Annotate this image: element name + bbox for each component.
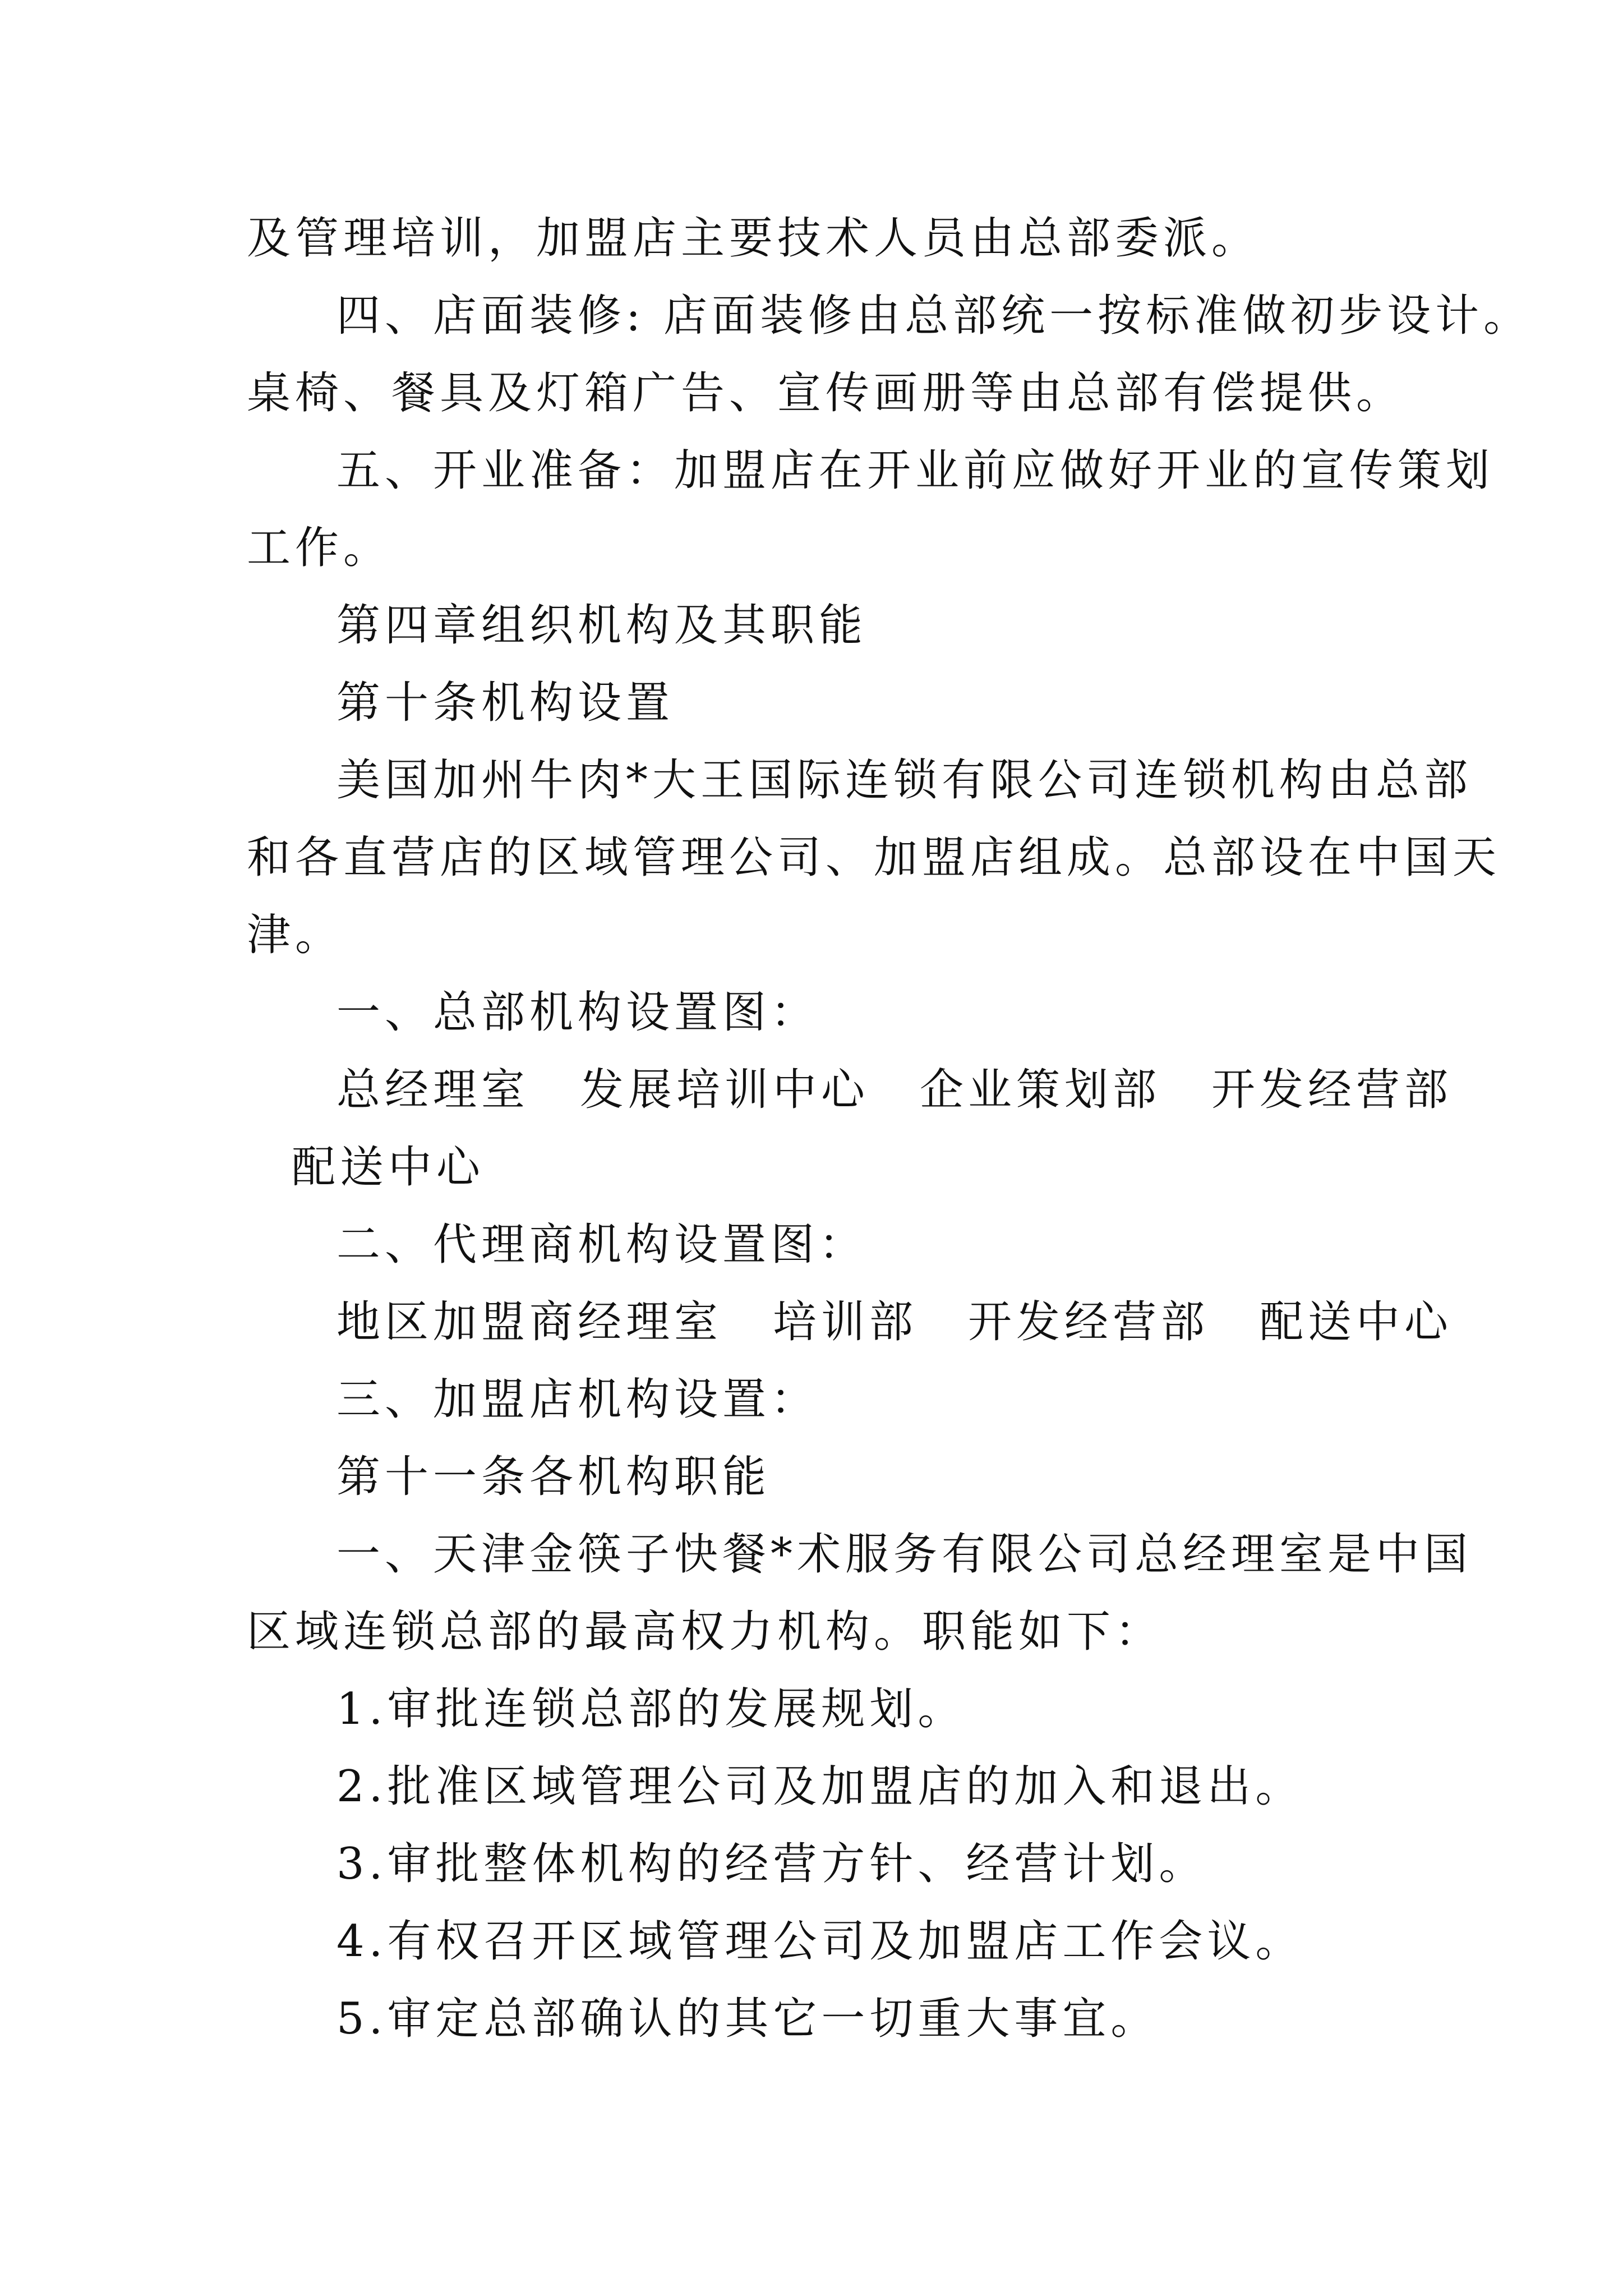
hq-units-row — [336, 1059, 1453, 1121]
article-heading: 第十一条各机构职能 — [336, 1452, 771, 1502]
hq-unit: 开发经营部 — [1211, 1065, 1453, 1115]
list-item: 3.审批整体机构的经营方针、经营计划。 — [336, 1839, 1207, 1889]
hq-units-row-continued — [292, 1137, 1385, 1198]
agent-unit: 配送中心 — [1260, 1297, 1453, 1347]
section-heading: 一、总部机构设置图： — [336, 987, 819, 1038]
list-item: 2.批准区域管理公司及加盟店的加入和退出。 — [336, 1761, 1304, 1812]
list-item: 1.审批连锁总部的发展规划。 — [336, 1684, 966, 1734]
list-item: 4.有权召开区域管理公司及加盟店工作会议。 — [336, 1916, 1304, 1967]
hq-unit: 企业策划部 — [920, 1065, 1161, 1115]
paragraph-line: 桌椅、餐具及灯箱广告、宣传画册等由总部有偿提供。 — [247, 368, 1405, 418]
section-heading: 三、加盟店机构设置： — [336, 1374, 819, 1425]
hq-unit: 总经理室 — [336, 1065, 530, 1115]
list-item: 5.审定总部确认的其它一切重大事宜。 — [336, 1994, 1159, 2044]
paragraph-line: 五、开业准备：加盟店在开业前应做好开业的宣传策划 — [336, 445, 1495, 496]
paragraph-line: 一、天津金筷子快餐*术服务有限公司总经理室是中国 — [336, 1529, 1473, 1580]
article-heading: 第十条机构设置 — [336, 678, 675, 728]
hq-unit: 配送中心 — [292, 1142, 485, 1193]
agent-unit: 培训部 — [773, 1297, 918, 1347]
paragraph-line: 和各直营店的区域管理公司、加盟店组成。总部设在中国天 — [247, 832, 1501, 883]
paragraph-line: 四、店面装修: 店面装修由总部统一按标准做初步设计。 — [336, 291, 1532, 341]
paragraph-line: 美国加州牛肉*大王国际连锁有限公司连锁机构由总部 — [336, 755, 1473, 806]
agent-unit: 地区加盟商经理室 — [336, 1297, 723, 1347]
chapter-heading: 第四章组织机构及其职能 — [336, 600, 868, 651]
hq-unit: 发展培训中心 — [580, 1065, 870, 1115]
agent-unit: 开发经营部 — [968, 1297, 1210, 1347]
paragraph-line: 工作。 — [247, 523, 392, 573]
paragraph-line: 津。 — [247, 910, 344, 960]
paragraph-line: 区域连锁总部的最高权力机构。职能如下： — [247, 1607, 1164, 1657]
agent-units-row — [336, 1291, 1453, 1353]
paragraph-line: 及管理培训，加盟店主要技术人员由总部委派。 — [247, 213, 1260, 264]
section-heading: 二、代理商机构设置图： — [336, 1220, 868, 1270]
